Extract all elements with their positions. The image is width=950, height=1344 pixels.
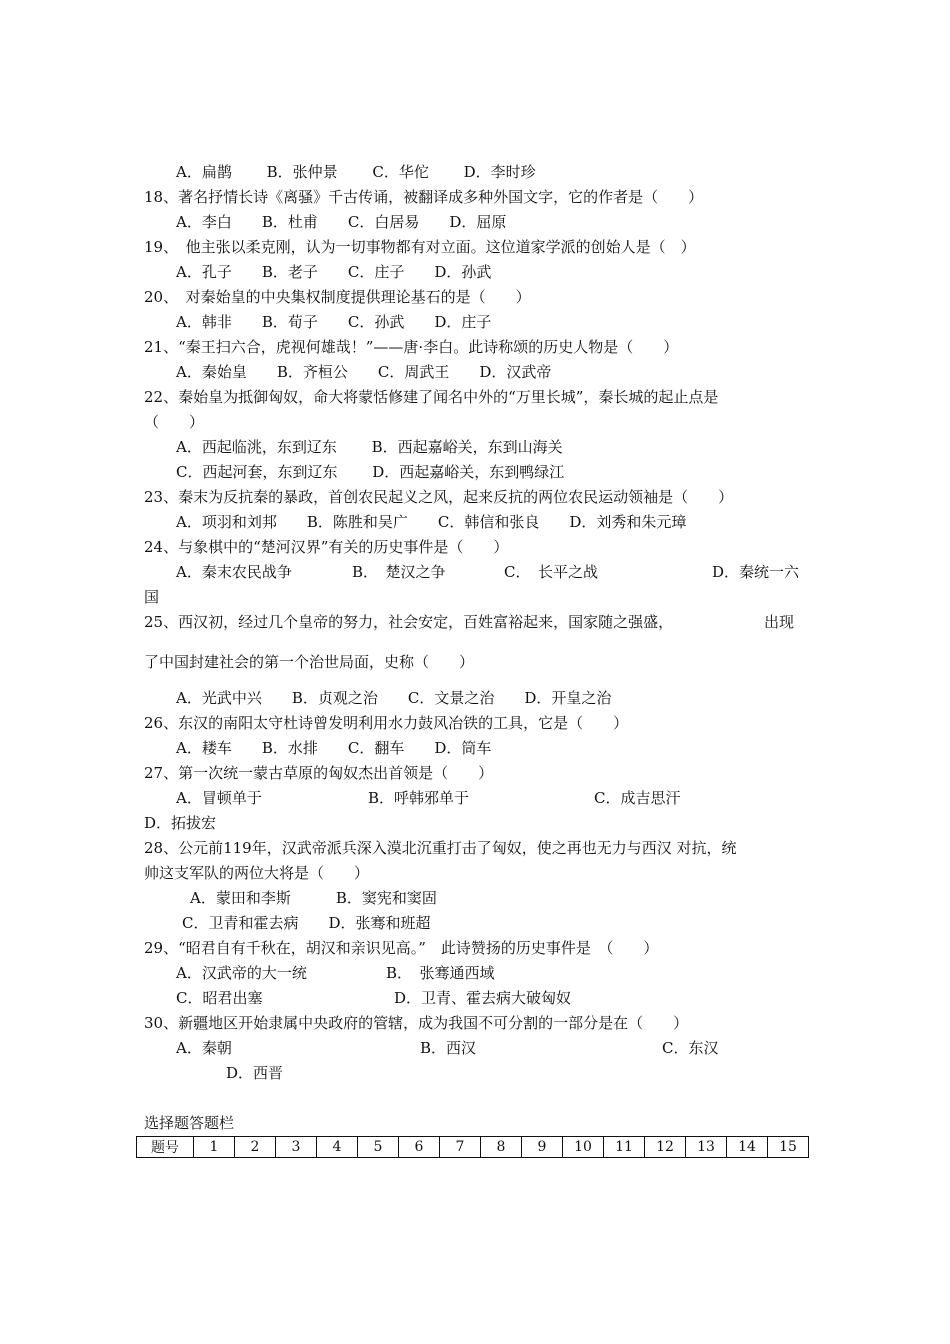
ln-41: 30、新疆地区开始隶属中央政府的管辖，成为我国不可分割的一部分是在（ ） xyxy=(144,1014,689,1032)
answer-table-header: 题号 xyxy=(137,1137,194,1158)
ln-38: B． 张骞通西域 xyxy=(386,964,495,982)
answer-table-cell: 1 xyxy=(194,1137,235,1158)
ln-21: 25、西汉初，经过几个皇帝的努力，社会安定，百姓富裕起来，国家随之强盛， xyxy=(144,613,674,631)
ln-14: A．项羽和刘邦 B．陈胜和吴广 C．韩信和张良 D．刘秀和朱元璋 xyxy=(176,513,687,531)
answer-table-cell: 14 xyxy=(727,1137,768,1158)
ln-34: A．蒙田和李斯 B．窦宪和窦固 xyxy=(190,889,437,907)
answer-table-cell: 8 xyxy=(481,1137,522,1158)
ln-4: A．孔子 B．老子 C．庄子 D．孙武 xyxy=(176,263,492,281)
answer-table-cell: 6 xyxy=(399,1137,440,1158)
ln-29: B．呼韩邪单于 xyxy=(368,789,470,807)
ln-5: 20、 对秦始皇的中央集权制度提供理论基石的是（ ） xyxy=(144,288,531,306)
ln-15: 24、与象棋中的“楚河汉界”有关的历史事件是（ ） xyxy=(144,538,509,556)
answer-table-cell: 11 xyxy=(604,1137,645,1158)
ln-13: 23、秦末为反抗秦的暴政，首创农民起义之风，起来反抗的两位农民运动领袖是（ ） xyxy=(144,488,734,506)
ln-16: A．秦末农民战争 xyxy=(176,563,292,581)
ln-22: 出现 xyxy=(764,613,795,631)
answer-table-cell: 13 xyxy=(686,1137,727,1158)
ln-12: C．西起河套，东到辽东 D．西起嘉峪关，东到鸭绿江 xyxy=(176,463,565,481)
ln-42: A．秦朝 xyxy=(176,1039,232,1057)
ln-0: A．扁鹊 B．张仲景 C．华佗 D．李时珍 xyxy=(176,163,536,181)
answer-table-cell: 5 xyxy=(358,1137,399,1158)
ln-7: 21、“秦王扫六合，虎视何雄哉！”——唐·李白。此诗称颂的历史人物是（ ） xyxy=(144,338,679,356)
ln-24: A．光武中兴 B．贞观之治 C．文景之治 D．开皇之治 xyxy=(176,689,612,707)
ln-46: 选择题答题栏 xyxy=(144,1114,235,1132)
ln-11: A．西起临洮，东到辽东 B．西起嘉峪关，东到山海关 xyxy=(176,438,563,456)
ln-33: 帅这支军队的两位大将是（ ） xyxy=(144,864,370,882)
ln-26: A．耧车 B．水排 C．翻车 D．筒车 xyxy=(176,739,492,757)
answer-table-cell: 10 xyxy=(563,1137,604,1158)
ln-32: 28、公元前119年，汉武帝派兵深入漠北沉重打击了匈奴，使之再也无力与西汉 对抗，统 xyxy=(144,839,737,857)
ln-27: 27、第一次统一蒙古草原的匈奴杰出首领是（ ） xyxy=(144,764,494,782)
ln-17: B． 楚汉之争 xyxy=(352,563,446,581)
ln-1: 18、著名抒情长诗《离骚》千古传诵，被翻译成多种外国文字，它的作者是（ ） xyxy=(144,188,704,206)
ln-6: A．韩非 B．荀子 C．孙武 D．庄子 xyxy=(176,313,492,331)
answer-table-cell: 9 xyxy=(522,1137,563,1158)
answer-table xyxy=(136,1136,809,1158)
ln-2: A．李白 B．杜甫 C．白居易 D．屈原 xyxy=(176,213,507,231)
ln-31: D．拓拔宏 xyxy=(144,814,217,832)
ln-10: （ ） xyxy=(144,413,205,431)
ln-37: A．汉武帝的大一统 xyxy=(176,964,307,982)
ln-8: A．秦始皇 B．齐桓公 C．周武王 D．汉武帝 xyxy=(176,363,552,381)
ln-19: D．秦统一六 xyxy=(712,563,800,581)
ln-18: C． 长平之战 xyxy=(504,563,598,581)
answer-table-cell: 15 xyxy=(768,1137,809,1158)
answer-table-cell: 12 xyxy=(645,1137,686,1158)
ln-28: A．冒顿单于 xyxy=(176,789,262,807)
ln-9: 22、秦始皇为抵御匈奴，命大将蒙恬修建了闻名中外的“万里长城”，秦长城的起止点是 xyxy=(144,388,719,406)
answer-table-cell: 4 xyxy=(317,1137,358,1158)
ln-39: C．昭君出塞 xyxy=(176,989,263,1007)
ln-40: D．卫青、霍去病大破匈奴 xyxy=(394,989,572,1007)
ln-44: C．东汉 xyxy=(662,1039,719,1057)
answer-table-row xyxy=(137,1137,809,1158)
ln-43: B．西汉 xyxy=(420,1039,477,1057)
ln-3: 19、 他主张以柔克刚，认为一切事物都有对立面。这位道家学派的创始人是（ ） xyxy=(144,238,696,256)
answer-table-cell: 7 xyxy=(440,1137,481,1158)
ln-35: C．卫青和霍去病 D．张骞和班超 xyxy=(182,914,431,932)
ln-30: C．成吉思汗 xyxy=(594,789,681,807)
ln-25: 26、东汉的南阳太守杜诗曾发明利用水力鼓风冶铁的工具，它是（ ） xyxy=(144,714,629,732)
answer-table-cell: 3 xyxy=(276,1137,317,1158)
ln-36: 29、“昭君自有千秋在，胡汉和亲识见高。” 此诗赞扬的历史事件是 （ ） xyxy=(144,939,659,957)
ln-45: D．西晋 xyxy=(226,1064,284,1082)
answer-table-cell: 2 xyxy=(235,1137,276,1158)
ln-20: 国 xyxy=(144,588,160,606)
ln-23: 了中国封建社会的第一个治世局面，史称（ ） xyxy=(144,653,475,671)
